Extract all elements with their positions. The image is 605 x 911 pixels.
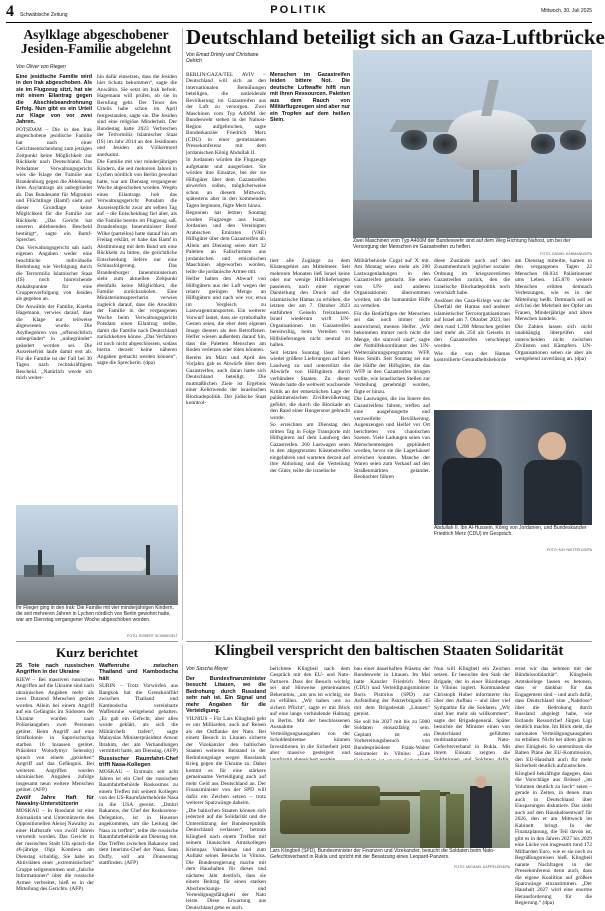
gaza-paragraph: Militärbehörde Cogat auf X mit. Am Montag seien mehr als 200 Lastwagenladungen in den Gazastreifen gebracht. Sie seien von UN- und anderen Organisationen übernommen worden, um die humanitäre Hilfe zu verteilen. [354,258,430,310]
asyl-headline: Asylklage abgeschobener Jesiden-Familie abgelehnt [20,27,172,57]
kurz-item-head: Waffenruhe zwischen Thailand und Kambodscha hält [99,663,178,682]
paper-name: Schwäbische Zeitung [20,12,68,18]
page-number: 4 [6,3,14,20]
gaza-column-4 [434,258,510,408]
gaza-headline: Deutschland beteiligt sich an Gaza-Luftbrücke [186,25,605,49]
balt-paragraph: berichtete Klingbeil nach dem Gespräch mit den EU- und Nato-Partnern. Dass der Besuch wichtig sei und Hinweise gemeinsames Bekenntnis, „um uns ist wichtig, sie zu erfüllen. „Wir haben uns zu sichern Pflicht“, sagte er mit Blick auf eine lange verbindende Haltung in Berlin. Mit der beschlossenen Ausnahme der Verteidigungsausgaben von der Schuldenbremse können Investitionen in die Sicherheit jetzt aber massive gesteigert und [270,666,350,757]
gaza-paragraph: Die Lastwagen, die ins Innere des Gazastreifens fahren, treffen auf eine ausgehungerte und verzweifelte Bevölkerung. Augenzeugen und Helfer vor Ort berichteten von chaotischen Szenen. Viele Ladungen seien von Menschenmengen geplündert worden, bevor sie die Lagerhäuser erreichen konnten. Manche der Waren seien zum Verkauf auf den Straßenmärkten gelandet. Beobachter führen [354,396,430,480]
gaza-paragraph: Wie die von der Hamas kontrollierte Gesundheitsbehörde [434,350,510,364]
kurz-column-left [16,663,94,893]
gaza-column-1 [186,72,266,640]
asyl-paragraph: Die Familie mit vier minderjährigen Kindern, die seit mehreren Jahren in Lychen nördlich von Berlin gewohnt hatte, war am Dienstag vergangener Woche abgeschoben worden. Wegen eines Eilantrags hob das Verwaltungsgericht Potsdam die Ausreisepflicht zwar am selben Tag auf – die Entscheidung fiel aber, als die Familie bereits im Flugzeug saß. Brandenburgs Innenminister René Wilke (parteilos) hatte darauf hin am Freitag erklärt, er habe das Bamf in Abstimmung mit dem Bund um eine Rückkehr zu bitten, die gerichtliche Entscheidung liefere nur eine Schlussfolgerung. Das Brandenburger Innenministerium sieht zum aktuellen Zeitpunkt ebenfalls keine Möglichkeit, die Familie zurückzuholen. Eine Ministeriumssprecherin verwies zugleich darauf, dass die Anwältin der Familie in der vergangenen Woche beim Verwaltungsgericht Potsdam einen Eilantrag stellte, damit die Familie nach Deutschland zurückkehren könne. „Das Verfahren ist noch nicht abgeschlossen, sodass hierzu derzeit keine näheren Angaben gemacht werden können“, sagte die Sprecherin. (dpa) [97,159,177,367]
tank-turret [310,786,380,806]
gaza-paragraph: Die Zahlen lassen sich nicht unabhängig überprüfen und unterscheiden nicht zwischen Zivilisten und Kämpfern. UN-Organisationen sehen sie aber als weitgehend zuverlässig an. (dpa) [515,323,592,363]
gaza-paragraph: So erreichten am Dienstag den dritten Tag in Folge Transporte mit Hilfsgütern auf dem Landweg den Gazastreifen. 260 Lastwagen seien in den abgegrenzten Küstenstreifen eingefahren und warteten derzeit auf ihre Abholung und die Verteilung der Güter, teilte die israelische [270,422,350,474]
person-body [524,460,582,525]
kurz-item-head: Russischer Raumfahrt-Chef trifft Nasa-Kollegen [99,755,178,769]
gaza-merz-caption: Abdullah II. Ibn Al-Hussein, König von Jordanien, und Bundeskanzler Friedrich Merz (CDU) im Gespräch. [434,525,587,537]
gaza-photo-merz-abdullah [434,410,592,525]
gaza-author: Von Emad Drimly und Christiane Oelrich [186,52,259,64]
engine-left-inner [433,134,457,154]
engine-right-outer [560,130,586,150]
issue-date: Mittwoch, 30. Juli 2025 [541,8,592,14]
gaza-paragraph: BERLIN/GAZA/TEL AVIV – Deutschland will sich an den internationalen Bemühungen beteiligen, die notleidende Bevölkerung im Gazastreifen aus der Luft zu versorgen. Zwei Maschinen vom Typ A400M der Bundeswehr stehen in der Nahost-Region aufgebrochen, sagte Bundeskanzler Friedrich Merz (CDU) in einer gemeinsamen Pressekonferenz mit dem jordanischen König Abdullah II. [186,72,266,156]
header-rule [6,22,592,23]
airplane-fuselage [448,110,538,170]
asyl-paragraph: Die Anwältin der Familie, Kareba Hagemann, verwies darauf, dass die Klage nur teilweise abgewiesen wurde. Die Asylbegehren von „offensichtlich unbegründet“ in „unbegründet“ geändert worden sei. Die Ausreisefrist laufe damit erst ab. Für die Familie ist der Fall bei 30 Tagen nach rechtskräftigem Bescheid. „Natürlich werde ich mich weiter- [16,303,92,382]
person-head [475,776,487,788]
gaza-paragraph: Auslöser des Gaza-Kriegs war der Überfall der Hamas und anderer islamistischer Terrororganisationen auf Israel am 7. Oktober 2023, bei dem rund 1.200 Menschen getötet und mehr als 250 als Geiseln in den Gazastreifen verschleppt worden. [434,297,510,350]
person-head [538,432,566,460]
gaza-paragraph: Begonnen hat letzten Sonntag wurden Flugzeuge aus Israel, Jordanien und den Vereinigten Arabischen Emiraten (VAE) Hilfsgüter über dem Gazastreifen ab. Allein am Dienstag seien dort 32 Paletten an Fallschirmen aus jordanischen und emiratischen Maschinen abgeworfen worden, teilte die jordanische Armee mit. [186,210,266,275]
asyl-paragraph: POTSDAM – Die in den Irak abgeschobene jesidische Familie hat nach einer Gerichtsentscheidung zum jetzigen Zeitpunkt keine Möglichkeit zur Rückkehr nach Deutschland. Das Potsdamer Verwaltungsgericht wies die Klage der Familie aus Brandenburg gegen die Ablehnung ihres Asylantrags als unbegründet ab. Das Bundesamt für Migration und Flüchtlinge (Bamf) sieht auf dieser Grundlage keine Möglichkeit für die Familie zur Rückkehr. „Das Gericht hat unseren ablehnenden Bescheid bestätigt“, sagte ein Bamf-Sprecher. [16,126,92,244]
gaza-paragraph: Für die Bedürftigen der Menschen sei das noch immer nicht ausreichend, meinen Helfer. „Wir bekommen immer noch nicht die Menge, die sinnvoll sind“, sagte der Nothilfekoordinator des UN-Welternährungsprogramms WFP, Ross Smith. Seit Sonntag sei nur die Hälfte der Hilfsgüter, die das WFP in den Gazastreifen bringen wollte, wie israelischen Stellen zur Verteilung genehmigt worden, fügte er hinzu. [354,310,430,395]
section-title: POLITIK [270,4,328,16]
gaza-lead: Menschen im Gazastreifen leiden bittere Not. Die deutsche Luftwaffe hilft nun mit ihren Ressourcen. Paletten aus dem Rauch von Militärflugzeugen sind aber nur ein Tropfen auf dem heißen Stein. [270,72,350,124]
balt-paragraph: VILNIUS – Für Lars Klingbeil geht es um Milliarden, auch auf Reisen als der Ostflanke der Nato. Bei einem Besuch in Litauen sicherte der Vizekanzler den baltischen Staaten weiteren Beistand in der Bedrohungslage wegen Russlands Krieg gegen die Ukraine zu. Dabei kommt es für eine stärkere gemeinsame Verteidigung auch auf mehr Geld aus Deutschland an. Der Finanzminister von der SPD will dafür ein Zeichen setzen – trotz weiterer Sparzwänge daheim. [186,715,266,807]
gaza-paragraph: am Dienstag mitteilte, kamen in den vergangenen Tagen 22 Menschen 60.034 Palästinenser ums Leben. 145.870 weitere Menschen erlitten demnach Verletzungen, wie es in der Mitteilung heißt. Demnach soll es sich bei der Mehrheit der Opfer um Frauen, Minderjährige und ältere Menschen handeln. [515,258,592,323]
asyl-paragraph: hin dafür einsetzen, dass die Jesiden hier Schutz bekommen“, sagte die Anwältin. Sie setzt im Irak befreit. Hagemann will prüfen, ob sie in Berufung geht. Der Tenor des Urteils habe schon im April festgestanden, sagte sie. Die Jesiden sind eine religiöse Minderheit. Der Bundestag hatte 2023 Verbrechen der Terrormiliz Islamischer Staat (IS) im Jahr 2014 an den Jesidinnen und Jesiden als Völkermord anerkannt. [97,74,177,158]
light-pole [146,545,150,575]
asyl-column-2 [97,74,177,504]
asyl-lead: Eine jesidische Familie wird in den Irak abgeschoben. Als sie im Flugzeug sitzt, hat sie mit einem Eilantrag gegen die Abschiebeandrohnung Erfolg. Nun gibt es ein Urteil zur Klage von vor zwei Jahren. [16,74,92,126]
balt-photo-tank [270,760,510,848]
gaza-plane-caption: Zwei Maschinen vom Typ A400M der Bundeswehr sind auf dem Weg Richtung Nahost, um bei der Versorgung der Menschen im Gazastreifen zu helfen. [353,238,571,250]
balt-paragraph: „Die baltischen Staaten können sich jederzeit auf die Solidarität und die Unterstützung der Bundesrepublik Deutschland verlassen“, betonte Klingbeil nach einem Treffen mit seinem litauischen Amtskollegen Kristupas Vaitiekūnas und zum Auftakt seines Besuchs in Vilnius. Die Bundesregierung mache mit dem Haushalten für dieses und nächstes Jahr deutlich, dass sie einem Beitrag für einen starken Abschreckungs- und Verteidigungsfähigkeit der Nato leiste. Diese Erwartung aus Deutschland gebe es auch. [186,807,266,911]
balt-credit: FOTO: MICHAEL KAPPELER/DPA [454,865,510,869]
asyl-column-1 [16,74,92,504]
landing-gear [473,170,479,202]
asyl-caption: Ihr Flieger ging in den Irak: Die Familie mit vier minderjährigen Kindern, die seit mehreren Jahren in Lychen nördlich von Berlin gewohnt hatte, war am Dienstag vergangener Woche abgeschoben worden. [16,605,174,623]
gaza-paragraph: diese Zustände auch auf den Zusammenbruch jeglicher sozialer Ordnung im kriegszerstörten Gazastreifen zurück, den die israelische Blockadepolitik noch verschärft habe. [434,258,510,297]
engine-right-inner [531,134,555,154]
balt-column-1 [186,676,266,911]
balt-paragraph: Sie soll bis 2027 mit bis zu 5000 Soldaten einsatzfähig sein. Geplant ist ein Vorbereitungsbesuch von Bundespräsident Frank-Walter Steinmeier in Vilnius: „Eure [354,718,430,758]
asyl-author: Von Oliver von Riegen [16,64,66,70]
balt-paragraph: Klingbeil bekräftigte dagegen, dass die Vorschläge aus Brüssel „im Volumen deutlich zu hoch“ seien – gerade in Zeiten, in denen man auch in Deutschland über Einsparungen diskutiere. Das zieht auch auf den Haushaltsentwurf für 2026, den er am Mittwoch im Kabinett bringt. In der Finanzplanung, die Teil davon ist, gibt es in den Jahren 2027 bis 2029 eine Lücke von insgesamt rund 172 Milliarden Euro, wie er sie noch zu Begrüßungsreisen hieß. Klingbeil nannte Nachfragen in der Pressekonferenz denn auch, dass die eigene Koalition auf größere Sparzwänge einzustimmen. „Der Haushalt 2027 wird eine enorme Herausforderung für die Regierung.“ (dpa) [515,770,592,907]
soldier [420,790,440,848]
balt-paragraph: Nun will Klingbeil ein Zeichen setzen. Er besuchte den Stab der Brigade, der in einer Bürobetage in Vilnius logiert. Kommandeur Christoph Huber informierte ihn über den Aufbau – und über viel Sympathie für die Soldaten. „Wir sind hier mehr als willkommen“, sagte der Brigadegeneral. Später besuchte der Minister einen von Deutschland geführten multinationalen Nato-Gefechtsverband in Rukla. Mit ihrem Einsatz zeigten die [434,666,510,757]
asyl-paragraph: Das Verwaltungsgericht sah nach eigenen Angaben weder eine beachtliche individuelle Bedrohung wie Verfolgung durch die Terrormiliz Islamischer Staat (IS) noch hinreichende Anhaltspunkte für eine Gruppenverfolgung von Jesiden als gegeben an. [16,244,92,303]
kurz-title: Kurz berichtet [56,645,138,660]
gaza-paragraph: Helfer halten den Abwurf von Hilfsgütern aus der Luft wegen der relativ geringen Menge an Hilfsgütern und nach wie vor, etwa im Vergleich zu Lastwagentransporten. Ein weiterer Vorwurf lautet, dass sie symbolhafte Gesten seien, die eher dem eigenen Image dienten als den Betroffenen. Helfer wiesen außerdem darauf hin, dass die Paletten Menschen am Boden verletzen oder töten könnten. [186,276,266,354]
kurz-item-text: MOSKAU – In Russland ist eine Journalistin und Unterstützerin des Oppositionellen Alexej Nawalny zu einer Haftstrafe von zwölf Jahren verurteilt worden. Das Gericht in der russischen Stadt Ufa sprach die 46-jährige Olga Komleva am Dienstag schuldig. Sie habe an Aktivitäten einer „extremistischen“ Gruppe teilgenommen und „falsche Informationen“ über die russische Armee verbreitet, hieß es in der Mitteilung des Gerichts. (AFP) [16,808,94,893]
balt-column-5 [515,666,592,907]
balt-author: Von Sascha Meyer [186,666,229,672]
asyl-photo-airport [16,505,178,605]
kurz-item-text: KIEW – Bei massiven russischen Angriffen auf die Ukraine sind nach ukrainischen Angaben mehr als zwei Dutzend Menschen getötet worden. Allein bei einem Angriff auf ein Gefängnis im Südosten der Ukraine wurden nach Polizeiangaben zwei Personen getötet. Beim Angriff auf eine Strafkolonie in Saporischschja starben 16 Insassen getötet. Präsident Wolodymyr Selenskyj sprach von einem „gezielten“ Angriff auf das Gefängnis. Bei weiteren Angriffen wurden ukrainischen Angaben zufolge insgesamt neun weitere Menschen getötet. (AFP) [16,676,94,794]
balt-caption: Lars Klingbeil (SPD), Bundesminister der Finanzen und Vizekanzler, besucht die Soldaten beim Nato-Gefechtsverband in Rukla und spricht mit der Besatzung eines Leopard-Panzers. [270,848,495,860]
balt-paragraph: bau einer dauerhaften Präsenz der Bundeswehr in Litauen. Im Mai hatte Kanzler Friedrich Merz (CDU) und Verteidigungsminister Boris Pistorius (SPD) zur Aufstellung der Panzerbrigade 45 mit dem Brigadestab „Litauen“ gereist. [354,666,430,718]
minister-figure [470,786,492,848]
person-body [442,458,502,525]
soldier [446,794,464,848]
gaza-plane-credit: FOTO: DANIEL KARMANN/DPA [540,252,592,256]
kurz-column-right [99,663,178,869]
engine-left-outer [401,130,427,150]
balt-column-2 [270,666,350,758]
kurz-item-head: 25 Tote nach russischen Angriffen in der Ukraine [16,663,94,676]
gaza-paragraph: In Jordanien würden die Flugzeuge aufgetankt und ausgerüstet. Sie würden ihre Einsätze, bei der sie Hilfsgüter über dem Gazastreifen abwerfen sollen, möglicherweise schon an diesem Mittwoch, spätestens aber in den kommenden Tagen beginnen, fügte Merz hinzu. [186,157,266,209]
gaza-column-3 [354,258,430,640]
kurz-item-text: MOSKAU – Erstmals seit acht Jahren ist ein Chef der russischen Raumfahrtbehörde Roskosmos zu einem Treffen mit seinem Kollegen von der US-Raumfahrtbehörde Nasa in die USA gereist. „Dmitri Bakanow, der Chef der Roskosmos-Delegation, ist in Houston angekommen, um die Leitung der Nasa zu treffen“, teilte die russische Raumfahrtbehörde am Dienstag mit. Das Treffen zwischen Bakanow und dem Interims-Chef der Nasa, Sean Duffy, soll am Donnerstag stattfinden. (AFP) [99,769,178,867]
gaza-paragraph: Bereits im März und April des Vorjahrs gab es Abwürfe über dem Gazastreifen, auch daran hatte sich Deutschland beteiligt. Die mutmaßlichen Ziele ist Ergebnis einer Kehrtwende der israelischen Blockadepolitik. Der jüdische Staat konntrol- [186,354,266,407]
gaza-paragraph: Seit letzten Sonntag lässt Israel wieder größere Lieferungen auf dem Landweg zu und unterstützt die Abwürfe von Hilfsgütern durch verbündete Staaten. Zu dieser Wende hatte die weltweit wachsende Kritik an der entsetzlichen Lage der palästinensischen Zivilbevölkerung geführt, die durch die Blockade an den Rand einer Hungersnot gebracht wurde. [270,349,350,421]
balt-column-4 [434,666,510,758]
gaza-paragraph: liert alle Zugänge zu dem Küstengebiet am Mittelmeer. Seit mehreren Monaten ließ Israel keine oder nur wenige Hilfslieferungen passieren, nach einer eigener Darstellung den Druck auf die islamistische Hamas zu erhöhen, die letzten der am 7. Oktober 2023 entführten Geiseln freizulassen. Israel wiederum wirft UN-Organisationen im Gazastreifen bereitwillig, beim Verteilen von Hilfslieferungen nicht neutral zu halten. [270,258,350,349]
gaza-column-5 [515,258,592,408]
gaza-lead-box [270,72,350,254]
gaza-photo-a400m [353,50,592,238]
airplane-shape [76,557,146,571]
balt-headline: Klingbeil verspricht den baltischen Staaten Solidarität [214,643,564,659]
landing-gear [511,170,517,202]
kurz-item-text: SURIN – Trotz Vorwürfen aus Bangkok hat die Grenzkonflikt zwischen Thailand und Kambodscha vereinbarte Waffenruhe weitgehend gehalten. „Es gab ein Gefecht, aber alles wurde geklärt, als sich die Militärchefs trafen“, sagte Malaysias Ministerpräsident Anwar Ibrahim, der am Verhandlungen vermittelt hatte, am Dienstag. (AFP) [99,683,178,755]
light-pole [38,550,42,575]
balt-lead: Der Bundesfinanzminister besucht Litauen, wo die Bedrohung durch Russland sehr nah ist. Ein Signal und mehr Angaben für die Verteidigung. [186,676,266,715]
person-head [456,428,486,458]
gaza-merz-credit: FOTO: KAY NIETFELD/DPA [546,548,592,552]
gaza-column-2 [270,258,350,640]
balt-column-3 [354,666,430,758]
kurz-item-head: Zwölf Jahre Haft für Nawalny-Unterstützerin [16,794,94,807]
balt-paragraph: ernst wir das nehmen mit der Bündnissolidarität“. Klingbeils Amtskollege lassen es betonen, dass er dankbar für das Engagement sind – und auch dafür, dass Deutschland eine „Nahtlose“ über die Bedrohung durch Russland abgelegt habe, wie Estlands Ressortchef Jürgen Ligi deutlich machte. Im Blick steht, die nationalen Verteidigungsausgaben zu erhöhen. Nicht bei allem gibt es aber Einigkeit. So unterstützen die Balten Pläne der EU-Kommission, den EU-Haushalt auch für mehr Sicherheit deutlich aufzustocken. [515,666,592,770]
asyl-credit: FOTO: ROBERT SCHMIEGELT [127,634,178,638]
